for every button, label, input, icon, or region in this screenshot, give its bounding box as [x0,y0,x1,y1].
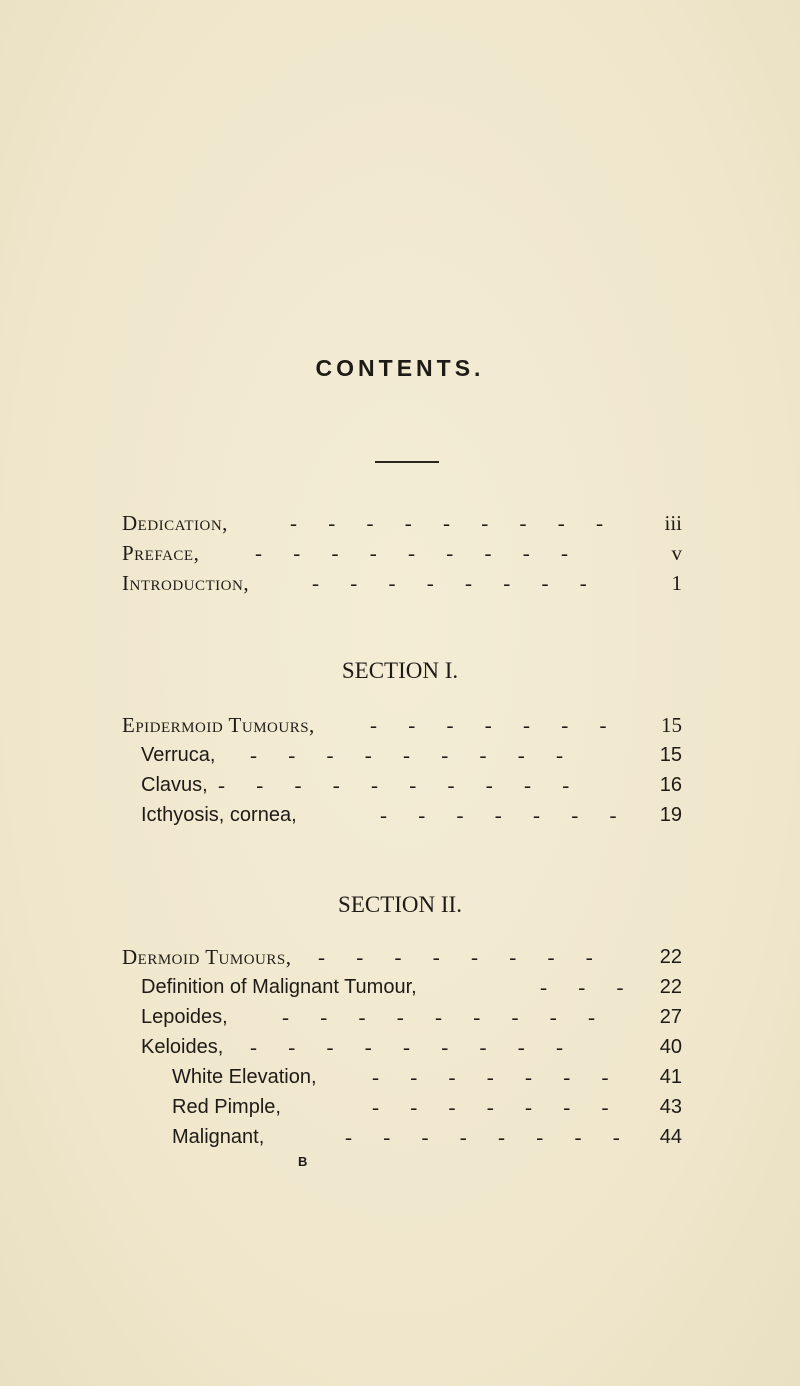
entry-page: 22 [659,946,682,968]
entry-page: 15 [661,713,682,737]
entry-title: Dedication, [122,511,228,535]
toc-entry-dedication [0,508,800,538]
entry-leaders: - - - - - - - - - [250,743,576,767]
entry-title: Introduction, [122,571,250,595]
entry-leaders: - - - - - - - - [312,571,600,595]
entry-title: Icthyosis, cornea, [141,804,297,826]
entry-page: 44 [659,1126,682,1148]
entry-title: Lepoides, [141,1006,228,1028]
entry-page: 41 [659,1066,682,1088]
entry-page: iii [664,511,682,535]
toc-entry [0,740,800,770]
toc-entry [0,1092,800,1122]
toc-entry [0,1062,800,1092]
section-heading-2: SECTION II. [338,892,462,917]
entry-leaders: - - - - - - - - - [290,511,616,535]
entry-leaders: - - - - - - - [372,1095,622,1119]
toc-entry [0,800,800,830]
entry-page: 43 [659,1096,682,1118]
entry-page: 19 [659,804,682,826]
contents-heading: CONTENTS. [315,355,485,381]
entry-leaders: - - - - - - - - - [282,1005,608,1029]
entry-leaders: - - - - - - - - [345,1125,633,1149]
entry-title: Epidermoid Tumours, [122,713,315,737]
entry-leaders: - - - - - - - [372,1065,622,1089]
entry-title: Malignant, [172,1126,265,1148]
entry-leaders: - - - [540,975,637,999]
entry-title: Clavus, [141,774,208,796]
toc-entry [0,972,800,1002]
entry-leaders: - - - - - - - - - - [218,773,583,797]
entry-page: v [671,541,682,565]
entry-leaders: - - - - - - - [380,803,630,827]
section-heading-1: SECTION I. [341,658,459,683]
entry-title: Red Pimple, [172,1096,281,1118]
entry-title: Definition of Malignant Tumour, [141,976,417,998]
toc-entry [0,710,800,740]
entry-page: 22 [659,976,682,998]
toc-entry-introduction [0,568,800,598]
toc-entry [0,1002,800,1032]
entry-page: 1 [671,571,682,595]
toc-entry [0,1122,800,1152]
toc-entry [0,1032,800,1062]
entry-page: 16 [659,774,682,796]
entry-title: Verruca, [141,744,216,766]
entry-leaders: - - - - - - - [370,713,620,737]
entry-page: 40 [659,1036,682,1058]
toc-entry-preface [0,538,800,568]
signature-mark: B [298,1154,308,1169]
entry-title: White Elevation, [172,1066,317,1088]
entry-page: 15 [659,744,682,766]
entry-leaders: - - - - - - - - - [255,541,581,565]
entry-leaders: - - - - - - - - [318,945,606,969]
entry-title: Preface, [122,541,200,565]
entry-page: 27 [659,1006,682,1028]
heading-rule [375,461,439,463]
entry-leaders: - - - - - - - - - [250,1035,576,1059]
toc-entry [0,770,800,800]
entry-title: Dermoid Tumours, [122,945,292,969]
entry-title: Keloides, [141,1036,224,1058]
toc-entry [0,942,800,972]
